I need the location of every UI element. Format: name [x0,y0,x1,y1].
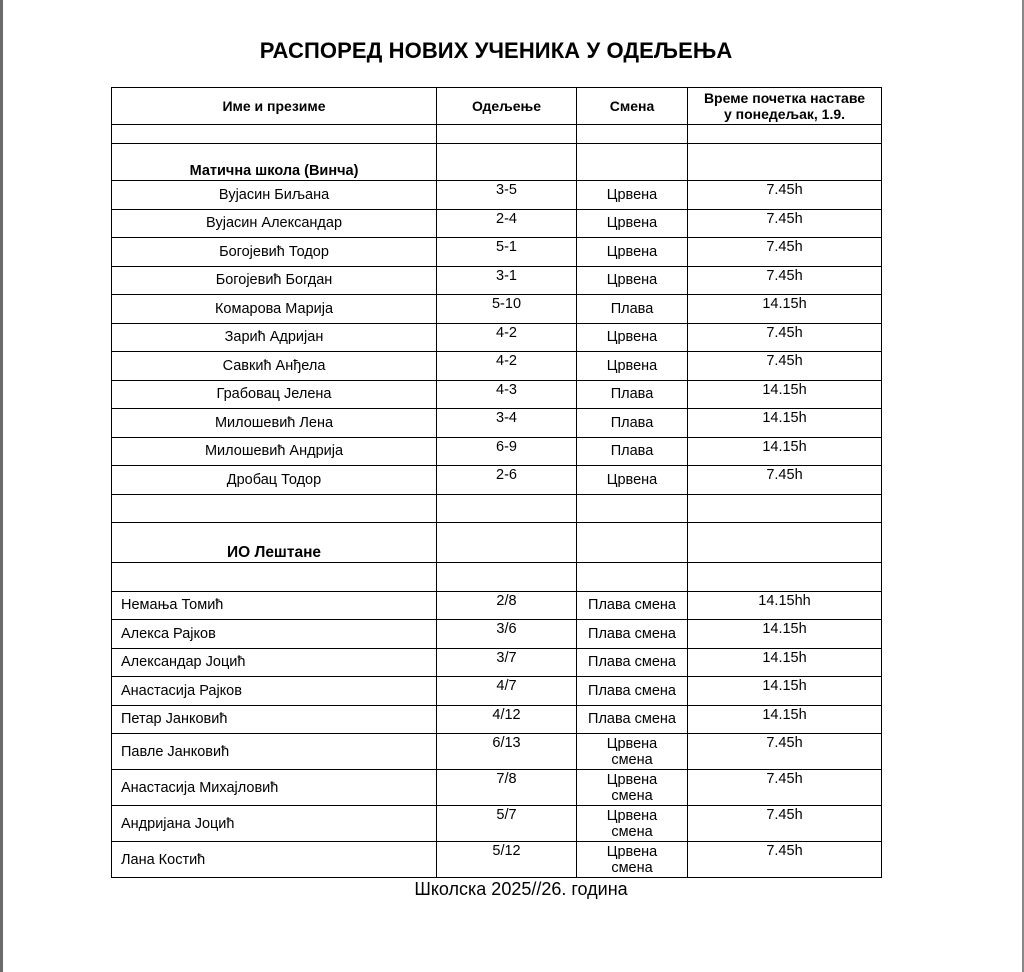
student-class: 4-2 [437,323,577,352]
student-name: Грабовац Јелена [112,380,437,409]
student-time: 7.45h [688,352,882,381]
student-shift: Црвена [577,209,688,238]
student-time: 14.15h [688,437,882,466]
shift-line2: смена [611,787,653,804]
student-name: Вујасин Александар [112,209,437,238]
student-shift: Плава смена [577,591,688,620]
student-name: Александар Јоцић [112,648,437,677]
table-row [112,409,882,438]
table-row [112,770,882,806]
student-time: 14.15h [688,620,882,649]
table-row [112,209,882,238]
section-title-row [112,523,882,563]
table-row [112,466,882,495]
student-shift: Плава смена [577,705,688,734]
students-table [111,87,882,878]
section-title-main-school: Матична школа (Винча) [112,144,437,181]
student-shift: Црвена [577,323,688,352]
header-row [112,88,882,125]
shift-line2: смена [611,859,653,876]
student-class: 7/8 [437,770,577,806]
student-name: Петар Јанковић [112,705,437,734]
student-name: Богојевић Тодор [112,238,437,267]
student-name: Богојевић Богдан [112,266,437,295]
student-time: 14.15h [688,380,882,409]
student-class: 6-9 [437,437,577,466]
student-name: Комарова Марија [112,295,437,324]
student-shift [577,734,688,770]
student-time: 7.45h [688,806,882,842]
student-class: 2/8 [437,591,577,620]
empty-row [112,494,882,523]
table-row [112,323,882,352]
student-time: 7.45h [688,770,882,806]
student-name: Алекса Рајков [112,620,437,649]
table-row [112,620,882,649]
table-row [112,238,882,267]
table-row [112,677,882,706]
student-class: 3-4 [437,409,577,438]
student-name: Милошевић Андрија [112,437,437,466]
student-time: 7.45h [688,466,882,495]
student-shift: Плава смена [577,648,688,677]
shift-line1: Црвена [606,807,658,824]
table-row [112,705,882,734]
document-title: РАСПОРЕД НОВИХ УЧЕНИКА У ОДЕЉЕЊА [259,38,733,63]
student-name: Дробац Тодор [112,466,437,495]
shift-line1: Црвена [606,771,658,788]
student-time: 7.45h [688,842,882,878]
student-class: 5/12 [437,842,577,878]
student-time: 7.45h [688,238,882,267]
student-shift: Плава [577,437,688,466]
shift-line1: Црвена [606,843,658,860]
student-time: 14.15hh [688,591,882,620]
student-time: 7.45h [688,181,882,210]
student-time: 14.15h [688,677,882,706]
table-row [112,437,882,466]
student-class: 4/12 [437,705,577,734]
student-name: Павле Јанковић [112,734,437,770]
shift-line2: смена [611,823,653,840]
student-shift: Плава смена [577,677,688,706]
student-time: 7.45h [688,323,882,352]
student-shift: Плава [577,295,688,324]
student-class: 3-5 [437,181,577,210]
student-shift: Плава [577,380,688,409]
student-name: Анастасија Михајловић [112,770,437,806]
student-class: 5/7 [437,806,577,842]
student-time: 14.15h [688,409,882,438]
student-shift: Плава смена [577,620,688,649]
student-name: Савкић Анђела [112,352,437,381]
student-class: 4-3 [437,380,577,409]
student-name: Андријана Јоцић [112,806,437,842]
student-class: 2-6 [437,466,577,495]
header-start-time [688,88,882,125]
section-title-row [112,144,882,181]
table-row [112,295,882,324]
empty-row [112,563,882,592]
student-shift: Плава [577,409,688,438]
student-shift: Црвена [577,238,688,267]
student-shift: Црвена [577,352,688,381]
table-row [112,648,882,677]
student-shift [577,842,688,878]
student-shift [577,806,688,842]
page-edge-left [0,0,3,972]
student-class: 2-4 [437,209,577,238]
header-start-line1: Време почетка наставе [703,90,866,106]
student-class: 5-10 [437,295,577,324]
section-title-lestane: ИО Лештане [112,523,437,563]
header-shift: Смена [577,88,688,125]
table-row [112,380,882,409]
student-class: 6/13 [437,734,577,770]
student-class: 3-1 [437,266,577,295]
student-name: Милошевић Лена [112,409,437,438]
table-row [112,181,882,210]
student-time: 7.45h [688,209,882,238]
shift-line2: смена [611,751,653,768]
student-time: 7.45h [688,266,882,295]
shift-line1: Црвена [606,735,658,752]
student-name: Зарић Адријан [112,323,437,352]
table-row [112,591,882,620]
student-name: Немања Томић [112,591,437,620]
student-shift [577,770,688,806]
student-time: 14.15h [688,648,882,677]
student-class: 3/7 [437,648,577,677]
student-time: 14.15h [688,295,882,324]
student-class: 4-2 [437,352,577,381]
table-row [112,842,882,878]
table-row [112,806,882,842]
student-class: 4/7 [437,677,577,706]
empty-row [112,125,882,144]
header-start-line2: у понедељак, 1.9. [723,106,846,122]
school-year-footer: Школска 2025//26. година [414,879,628,899]
table-row [112,734,882,770]
header-name: Име и презиме [112,88,437,125]
student-time: 7.45h [688,734,882,770]
student-class: 3/6 [437,620,577,649]
student-name: Анастасија Рајков [112,677,437,706]
student-shift: Црвена [577,466,688,495]
header-class: Одељење [437,88,577,125]
student-name: Вујасин Биљана [112,181,437,210]
student-name: Лана Костић [112,842,437,878]
student-time: 14.15h [688,705,882,734]
student-class: 5-1 [437,238,577,267]
table-row [112,266,882,295]
student-shift: Црвена [577,181,688,210]
table-row [112,352,882,381]
student-shift: Црвена [577,266,688,295]
